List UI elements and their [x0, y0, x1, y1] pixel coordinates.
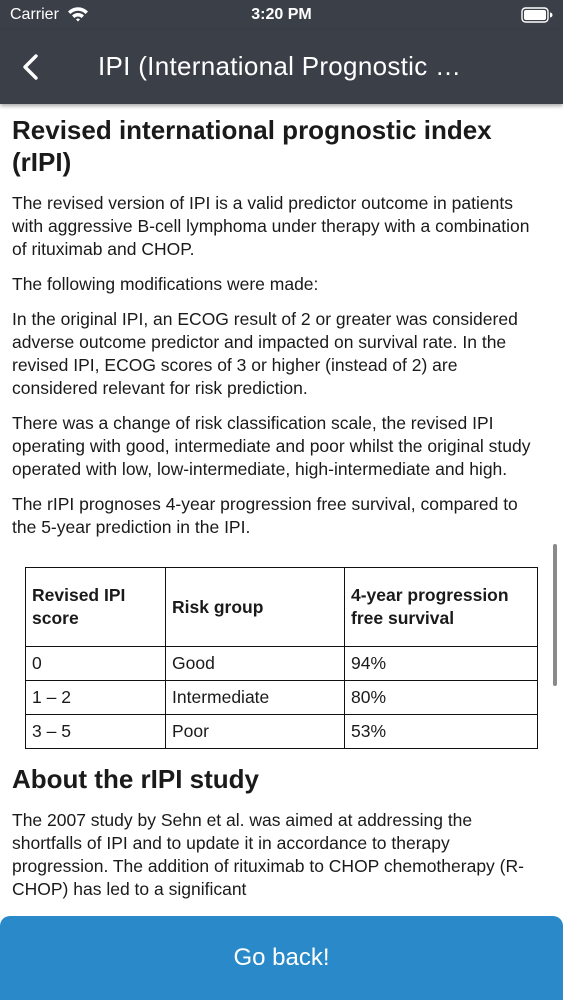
cell-survival: 94% — [345, 647, 538, 681]
paragraph: The following modifications were made: — [12, 274, 319, 294]
about-heading: About the rIPI study — [12, 764, 259, 794]
table-header-row — [26, 568, 538, 647]
article-scroll-view[interactable] — [0, 104, 563, 916]
navigation-bar — [0, 30, 563, 104]
vertical-scrollbar[interactable] — [553, 544, 557, 686]
cell-score: 3 – 5 — [26, 715, 166, 749]
column-header-survival: 4-year progression free survival — [345, 568, 538, 647]
paragraph: The revised version of IPI is a valid predictor outcome in patients with aggressive B-cell lymphoma under therapy with a combination of rituximab and CHOP. — [12, 193, 530, 259]
cell-risk-group: Good — [166, 647, 345, 681]
paragraph: There was a change of risk classification scale, the revised IPI operating with good, intermediate and poor whilst the original study operated with low, low-intermediate, high-intermediate and high. — [12, 413, 531, 479]
cell-survival: 80% — [345, 681, 538, 715]
table-row — [26, 681, 538, 715]
table-row — [26, 647, 538, 681]
cell-score: 1 – 2 — [26, 681, 166, 715]
about-paragraph: The 2007 study by Sehn et al. was aimed at addressing the shortfalls of IPI and to update it in accordance to therapy progression. The addition of rituximab to CHOP chemotherapy (R-CHOP) has led to a significant — [12, 810, 524, 899]
column-header-score: Revised IPI score — [26, 568, 166, 647]
cell-score: 0 — [26, 647, 166, 681]
back-chevron-icon[interactable] — [16, 52, 46, 82]
clock: 3:20 PM — [251, 6, 312, 23]
cell-survival: 53% — [345, 715, 538, 749]
cell-risk-group: Poor — [166, 715, 345, 749]
table-row — [26, 715, 538, 749]
battery-icon — [521, 7, 553, 23]
go-back-button[interactable]: Go back! — [0, 916, 563, 1000]
paragraph: The rIPI prognoses 4-year progression free survival, compared to the 5-year prediction in the IPI. — [12, 494, 518, 537]
carrier-label: Carrier — [10, 6, 59, 23]
cell-risk-group: Intermediate — [166, 681, 345, 715]
article-heading: Revised international prognostic index (rIPI) — [12, 115, 492, 177]
column-header-risk-group: Risk group — [166, 568, 345, 647]
paragraph: In the original IPI, an ECOG result of 2 or greater was considered adverse outcome predictor and impacted on survival rate. In the revised IPI, ECOG scores of 3 or higher (instead of 2) are considered relevant for risk prediction. — [12, 309, 518, 398]
status-bar — [0, 0, 563, 30]
risk-table — [25, 567, 538, 749]
page-title: IPI (International Prognostic … — [98, 51, 462, 81]
